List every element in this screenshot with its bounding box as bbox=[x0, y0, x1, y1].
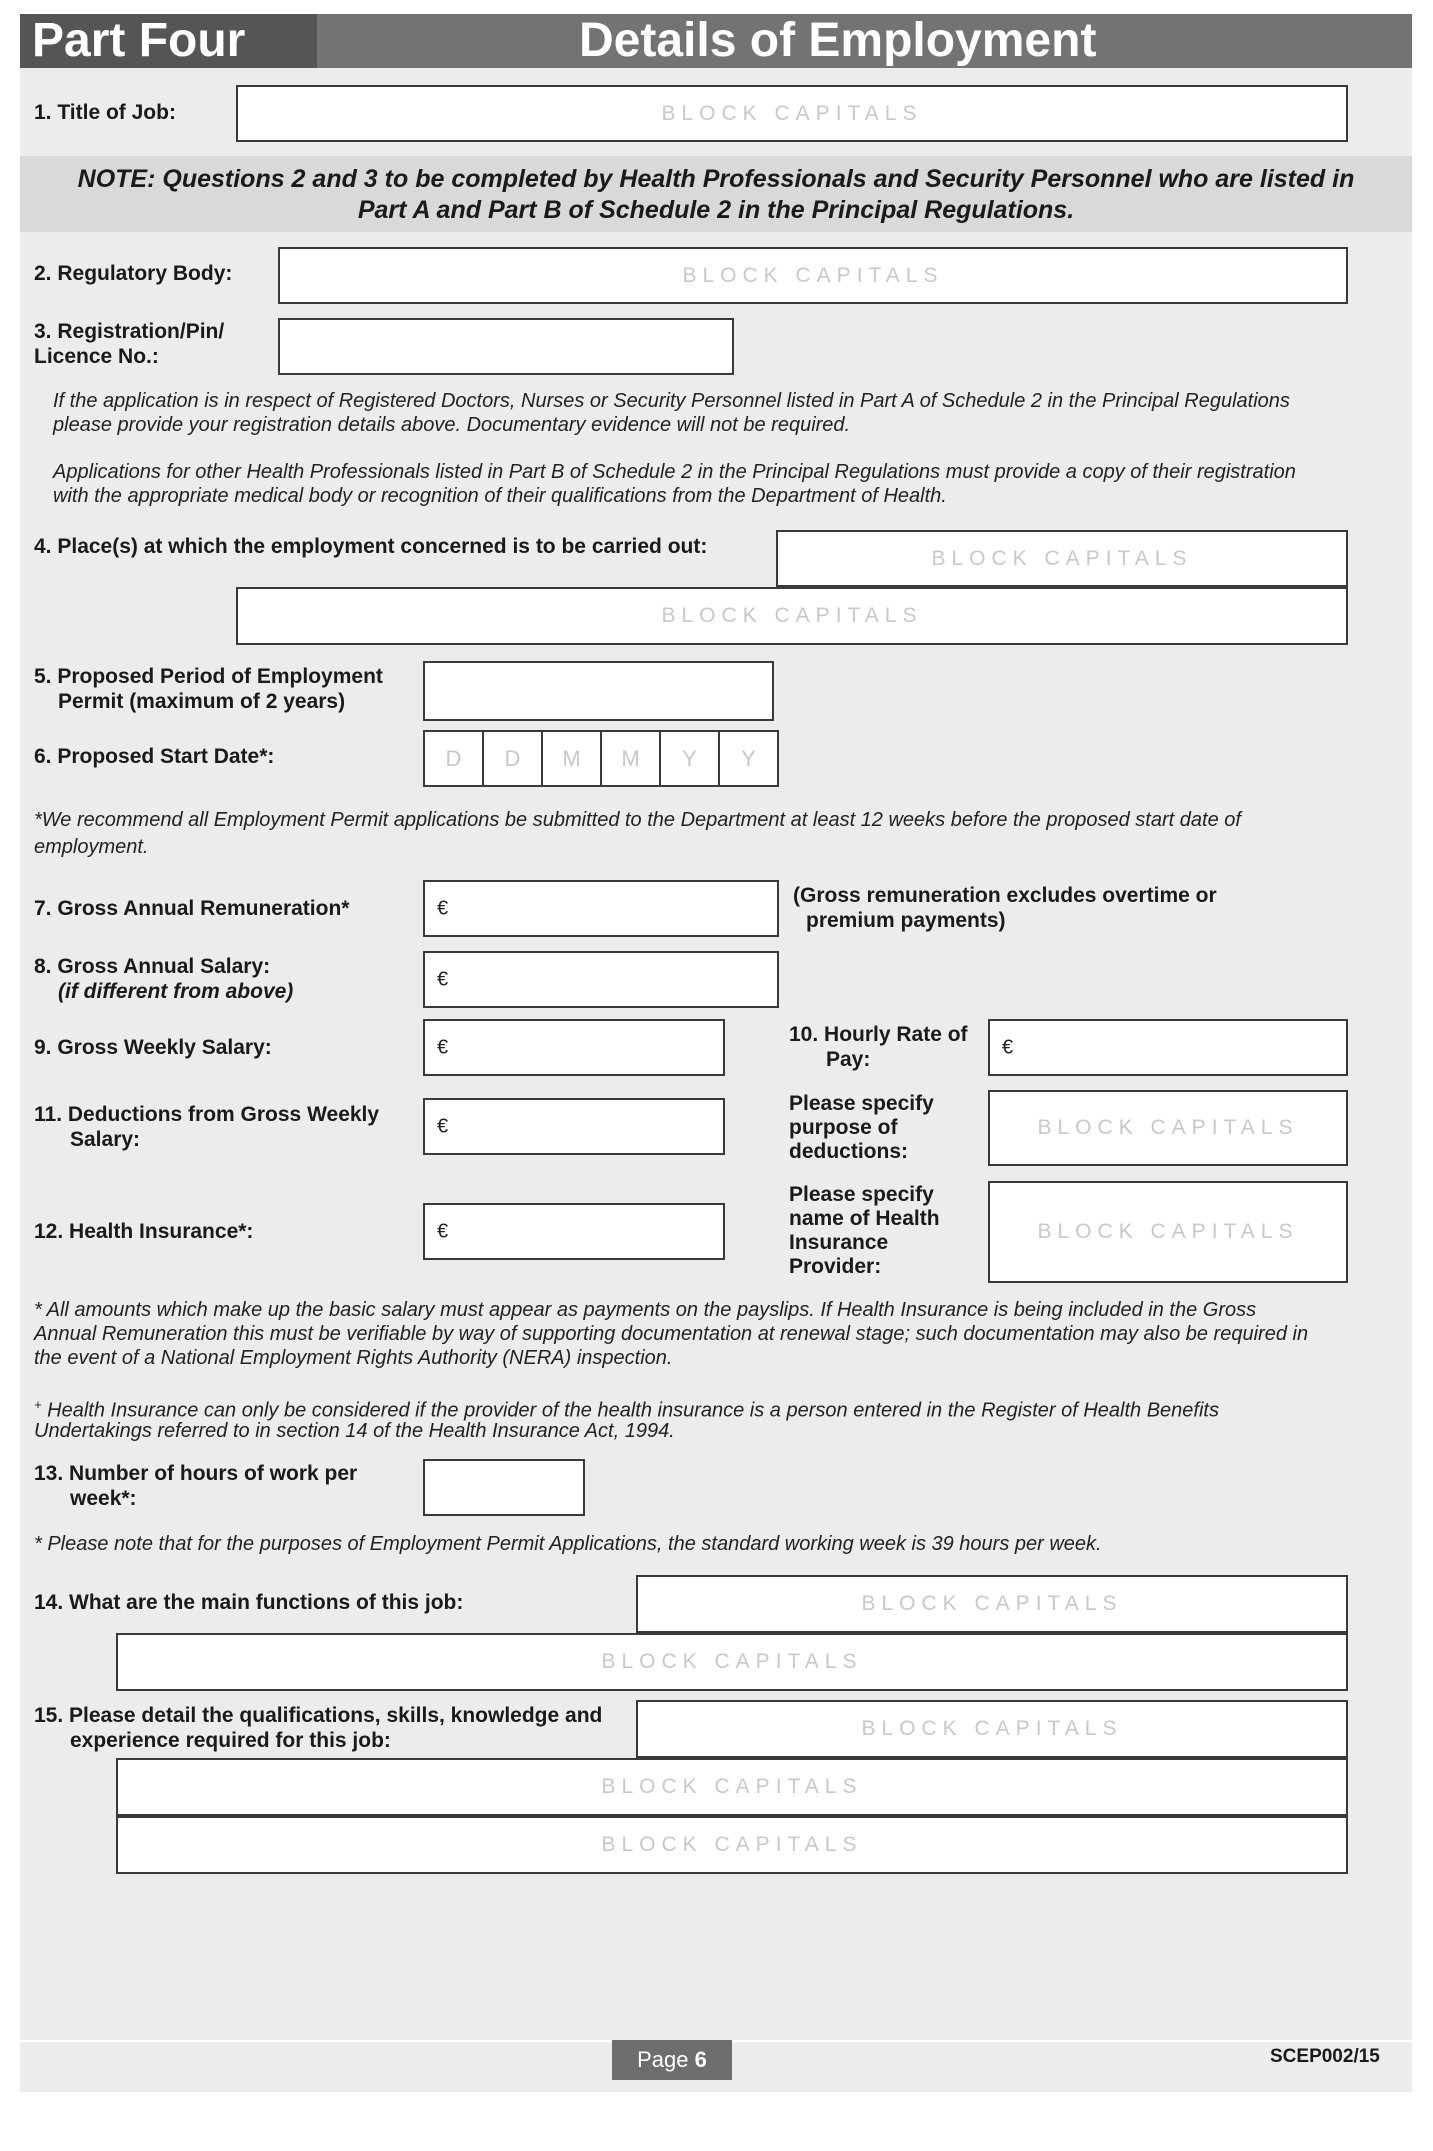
page-label: Page bbox=[637, 2047, 689, 2072]
field-placeholder: BLOCK CAPITALS bbox=[931, 546, 1193, 570]
job-functions-field-2[interactable] bbox=[116, 1633, 1348, 1691]
qualifications-field-1[interactable] bbox=[636, 1700, 1348, 1758]
page-number: 6 bbox=[694, 2047, 707, 2072]
deductions-purpose-label-line-2: purpose of bbox=[789, 1116, 898, 1139]
form-code: SCEP002/15 bbox=[1270, 2046, 1380, 2067]
q13-label-line-2: week*: bbox=[70, 1487, 137, 1510]
qualifications-field-2[interactable] bbox=[116, 1758, 1348, 1816]
q10-label-line-2: Pay: bbox=[826, 1048, 871, 1071]
field-placeholder: BLOCK CAPITALS bbox=[861, 1592, 1123, 1615]
q7-note-line-2: premium payments) bbox=[806, 909, 1006, 932]
job-functions-field-1[interactable] bbox=[636, 1575, 1348, 1633]
euro-symbol: € bbox=[437, 968, 449, 990]
note-band bbox=[20, 156, 1412, 232]
euro-symbol: € bbox=[437, 1115, 449, 1137]
part-banner bbox=[20, 14, 317, 68]
q7-note-line-1: (Gross remuneration excludes overtime or bbox=[793, 884, 1217, 907]
field-placeholder: BLOCK CAPITALS bbox=[861, 1717, 1123, 1740]
info-para-2-line-2: with the appropriate medical body or recognition of their qualifications from the Department of Health. bbox=[53, 485, 947, 507]
q1-label: 1. Title of Job: bbox=[34, 101, 176, 124]
q5-label-line-2: Permit (maximum of 2 years) bbox=[58, 690, 346, 713]
workplace-field-1[interactable] bbox=[776, 530, 1348, 587]
euro-symbol: € bbox=[1002, 1036, 1014, 1058]
deductions-purpose-label-line-1: Please specify bbox=[789, 1092, 934, 1115]
insurance-note-line-2: Undertakings referred to in section 14 of the Health Insurance Act, 1994. bbox=[34, 1420, 675, 1442]
section-banner bbox=[317, 14, 1412, 68]
euro-symbol: € bbox=[437, 1036, 449, 1058]
q9-label: 9. Gross Weekly Salary: bbox=[34, 1036, 272, 1059]
amounts-note-line-1: * All amounts which make up the basic salary must appear as payments on the payslips. If Health Insurance is being included in the Gross bbox=[34, 1299, 1257, 1321]
hourly-rate-field[interactable] bbox=[988, 1019, 1348, 1076]
field-placeholder: BLOCK CAPITALS bbox=[601, 1650, 863, 1673]
q12-label: 12. Health Insurance*: bbox=[34, 1220, 254, 1243]
insurance-provider-field[interactable] bbox=[988, 1181, 1348, 1283]
field-placeholder: BLOCK CAPITALS bbox=[661, 604, 923, 627]
q6-label: 6. Proposed Start Date*: bbox=[34, 745, 275, 768]
insurance-provider-label-line-2: name of Health bbox=[789, 1207, 940, 1230]
hours-note: * Please note that for the purposes of Employment Permit Applications, the standard working week is 39 hours per week. bbox=[34, 1533, 1102, 1555]
date-cell-m2[interactable]: M bbox=[602, 732, 661, 785]
registration-number-field[interactable] bbox=[278, 318, 734, 375]
start-date-field[interactable] bbox=[423, 730, 779, 787]
start-note-line-2: employment. bbox=[34, 836, 149, 858]
field-placeholder: BLOCK CAPITALS bbox=[661, 101, 923, 125]
q4-label: 4. Place(s) at which the employment concerned is to be carried out: bbox=[34, 535, 708, 558]
date-cell-y1[interactable]: Y bbox=[661, 732, 720, 785]
q14-label: 14. What are the main functions of this job: bbox=[34, 1591, 464, 1614]
gross-annual-salary-field[interactable] bbox=[423, 951, 779, 1008]
field-placeholder: BLOCK CAPITALS bbox=[1037, 1220, 1299, 1243]
date-cell-d1[interactable]: D bbox=[425, 732, 484, 785]
amounts-note-line-3: the event of a National Employment Rights Authority (NERA) inspection. bbox=[34, 1347, 673, 1369]
info-para-1-line-2: please provide your registration details above. Documentary evidence will not be required. bbox=[53, 414, 851, 436]
insurance-note-text: Health Insurance can only be considered if the provider of the health insurance is a person entered in the Register of Health Benefits bbox=[41, 1399, 1219, 1422]
info-para-2-line-1: Applications for other Health Professionals listed in Part B of Schedule 2 in the Principal Regulations must provide a copy of their registration bbox=[53, 461, 1296, 483]
insurance-provider-label-line-3: Insurance bbox=[789, 1231, 889, 1254]
euro-symbol: € bbox=[437, 897, 449, 919]
job-title-field[interactable] bbox=[236, 85, 1348, 142]
q13-label-line-1: 13. Number of hours of work per bbox=[34, 1462, 358, 1485]
field-placeholder: BLOCK CAPITALS bbox=[682, 263, 944, 287]
q8-label-line-2: (if different from above) bbox=[58, 980, 294, 1003]
info-para-1-line-1: If the application is in respect of Registered Doctors, Nurses or Security Personnel listed in Part A of Schedule 2 in the Principal Regulations bbox=[53, 390, 1290, 412]
q3-label-line-2: Licence No.: bbox=[34, 345, 159, 368]
q7-label: 7. Gross Annual Remuneration* bbox=[34, 897, 350, 920]
plus-marker: + bbox=[34, 1397, 42, 1412]
q11-label-line-2: Salary: bbox=[70, 1128, 141, 1151]
regulatory-body-field[interactable] bbox=[278, 247, 1348, 304]
q15-label-line-1: 15. Please detail the qualifications, skills, knowledge and bbox=[34, 1704, 603, 1727]
part-label: Part Four bbox=[32, 14, 246, 67]
employment-period-field[interactable] bbox=[423, 661, 774, 721]
amounts-note-line-2: Annual Remuneration this must be verifiable by way of supporting documentation at renewal stage; such documentation may also be required in bbox=[34, 1323, 1309, 1345]
hours-per-week-field[interactable] bbox=[423, 1459, 585, 1516]
note-line-1: NOTE: Questions 2 and 3 to be completed by Health Professionals and Security Personnel who are listed in bbox=[77, 165, 1355, 193]
q5-label-line-1: 5. Proposed Period of Employment bbox=[34, 665, 383, 688]
deductions-field[interactable] bbox=[423, 1098, 725, 1155]
q15-label-line-2: experience required for this job: bbox=[70, 1729, 391, 1752]
date-cell-m1[interactable]: M bbox=[543, 732, 602, 785]
q3-label-line-1: 3. Registration/Pin/ bbox=[34, 320, 225, 343]
q2-label: 2. Regulatory Body: bbox=[34, 262, 233, 285]
q10-label-line-1: 10. Hourly Rate of bbox=[789, 1023, 968, 1046]
note-line-2: Part A and Part B of Schedule 2 in the Principal Regulations. bbox=[357, 196, 1075, 224]
workplace-field-2[interactable] bbox=[236, 587, 1348, 645]
q8-label-line-1: 8. Gross Annual Salary: bbox=[34, 955, 271, 978]
deductions-purpose-label-line-3: deductions: bbox=[789, 1140, 908, 1163]
health-insurance-field[interactable] bbox=[423, 1203, 725, 1260]
start-note-line-1: *We recommend all Employment Permit applications be submitted to the Department at least 12 weeks before the proposed start date of bbox=[34, 809, 1241, 831]
date-cell-d2[interactable]: D bbox=[484, 732, 543, 785]
insurance-provider-label-line-4: Provider: bbox=[789, 1255, 882, 1278]
section-title: Details of Employment bbox=[579, 14, 1097, 67]
date-cell-y2[interactable]: Y bbox=[741, 746, 756, 771]
euro-symbol: € bbox=[437, 1220, 449, 1242]
gross-annual-remuneration-field[interactable] bbox=[423, 880, 779, 937]
gross-weekly-salary-field[interactable] bbox=[423, 1019, 725, 1076]
q11-label-line-1: 11. Deductions from Gross Weekly bbox=[34, 1103, 380, 1126]
field-placeholder: BLOCK CAPITALS bbox=[601, 1775, 863, 1798]
page-number-tab bbox=[612, 2040, 732, 2080]
qualifications-field-3[interactable] bbox=[116, 1816, 1348, 1874]
insurance-provider-label-line-1: Please specify bbox=[789, 1183, 934, 1206]
field-placeholder: BLOCK CAPITALS bbox=[1037, 1116, 1299, 1139]
deductions-purpose-field[interactable] bbox=[988, 1090, 1348, 1166]
field-placeholder: BLOCK CAPITALS bbox=[601, 1833, 863, 1856]
